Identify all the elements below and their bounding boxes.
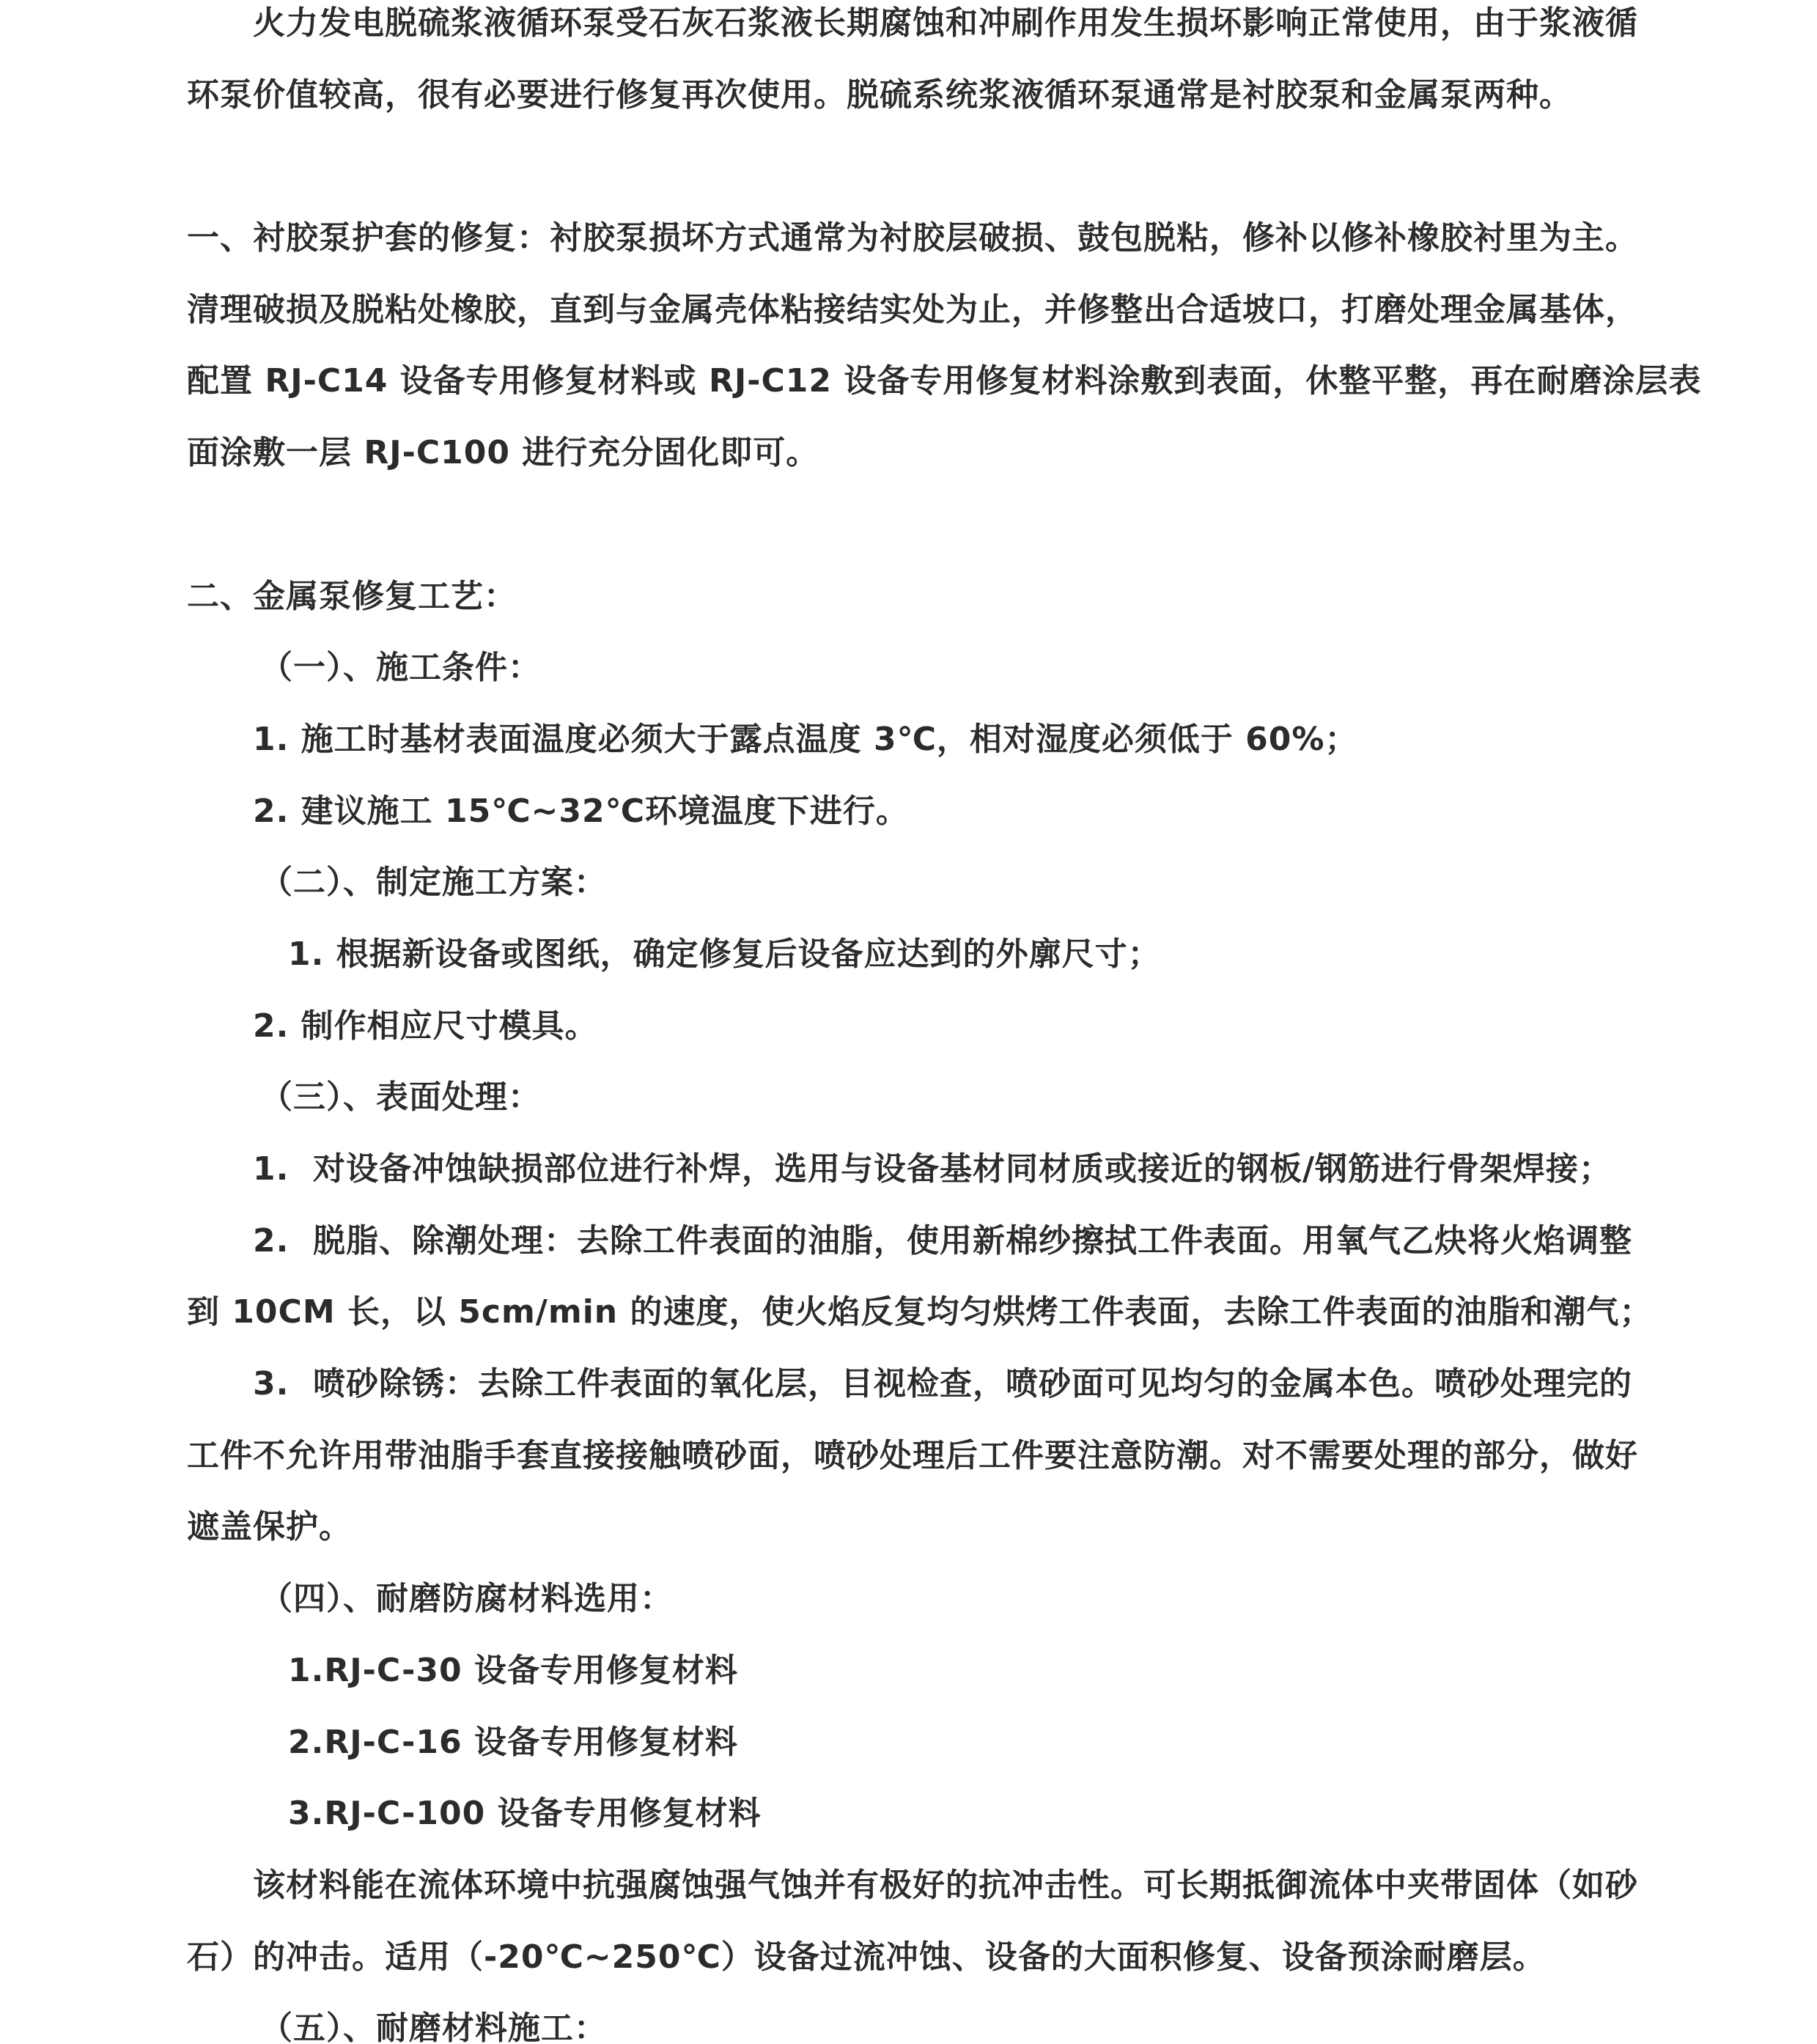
section-heading-line: 二、金属泵修复工艺：: [187, 577, 517, 615]
paragraph-line: 石）的冲击。适用（-20℃~250℃）设备过流冲蚀、设备的大面积修复、设备预涂耐磨层。: [187, 1938, 1546, 1976]
list-item-line: 1. 施工时基材表面温度必须大于露点温度 3℃，相对湿度必须低于 60%；: [253, 720, 1358, 758]
paragraph-line: 火力发电脱硫浆液循环泵受石灰石浆液长期腐蚀和冲刷作用发生损坏影响正常使用，由于浆液循: [253, 4, 1638, 42]
paragraph-line: 到 10CM 长，以 5cm/min 的速度，使火焰反复均匀烘烤工件表面，去除工件表面的油脂和潮气；: [187, 1293, 1653, 1331]
list-item-line: 1.RJ-C-30 设备专用修复材料: [288, 1651, 738, 1689]
blank-line: [187, 130, 1645, 202]
subsection-heading-line: （二）、制定施工方案：: [260, 864, 607, 902]
section-heading-line: 一、衬胶泵护套的修复：衬胶泵损坏方式通常为衬胶层破损、鼓包脱粘，修补以修补橡胶衬里为主。: [187, 219, 1638, 257]
list-item-line: 3. 喷砂除锈：去除工件表面的氧化层，目视检查，喷砂面可见均匀的金属本色。喷砂处理完的: [253, 1365, 1632, 1403]
document-content: [187, 0, 1702, 2044]
list-item-line: 1. 对设备冲蚀缺损部位进行补焊，选用与设备基材同材质或接近的钢板/钢筋进行骨架焊接；: [253, 1150, 1613, 1188]
list-item-line: 2. 建议施工 15℃~32℃环境温度下进行。: [253, 792, 909, 830]
list-item-line: 1. 根据新设备或图纸，确定修复后设备应达到的外廓尺寸；: [288, 935, 1161, 973]
subsection-heading-line: （五）、耐磨材料施工：: [260, 2010, 607, 2044]
paragraph-line: 工件不允许用带油脂手套直接接触喷砂面，喷砂处理后工件要注意防潮。对不需要处理的部分，做好: [187, 1436, 1638, 1474]
paragraph-line: 面涂敷一层 RJ-C100 进行充分固化即可。: [187, 434, 819, 472]
subsection-heading-line: （四）、耐磨防腐材料选用：: [260, 1580, 673, 1618]
blank-line: [187, 489, 1645, 561]
list-item-line: 2. 脱脂、除潮处理：去除工件表面的油脂，使用新棉纱擦拭工件表面。用氧气乙炔将火焰调整: [253, 1221, 1632, 1260]
subsection-heading-line: （一）、施工条件：: [260, 649, 541, 687]
paragraph-line: 该材料能在流体环境中抗强腐蚀强气蚀并有极好的抗冲击性。可长期抵御流体中夹带固体（如砂: [253, 1866, 1638, 1904]
list-item-line: 2. 制作相应尺寸模具。: [253, 1007, 598, 1045]
paragraph-line: 配置 RJ-C14 设备专用修复材料或 RJ-C12 设备专用修复材料涂敷到表面，休整平整，再在耐磨涂层表: [187, 362, 1702, 400]
paragraph-line: 环泵价值较高，很有必要进行修复再次使用。脱硫系统浆液循环泵通常是衬胶泵和金属泵两种。: [187, 76, 1572, 114]
list-item-line: 3.RJ-C-100 设备专用修复材料: [288, 1795, 762, 1833]
list-item-line: 2.RJ-C-16 设备专用修复材料: [288, 1723, 738, 1761]
paragraph-line: 遮盖保护。: [187, 1508, 352, 1546]
subsection-heading-line: （三）、表面处理：: [260, 1078, 541, 1117]
paragraph-line: 清理破损及脱粘处橡胶，直到与金属壳体粘接结实处为止，并修整出合适坡口，打磨处理金属基体，: [187, 290, 1638, 328]
